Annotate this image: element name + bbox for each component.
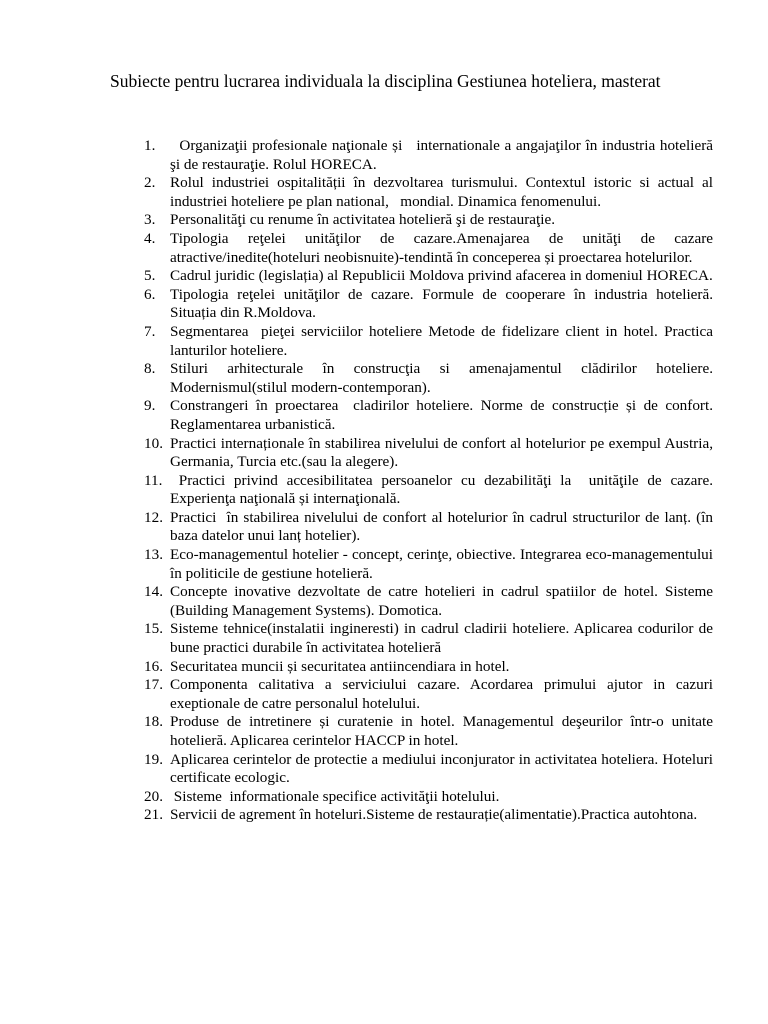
topic-number: 20. bbox=[144, 787, 163, 805]
topic-item bbox=[144, 360, 717, 397]
topic-text: Tipologia reţelei unităţilor de cazare.Amenajarea de unităţi de cazare atractive/inedite(hoteluri neobisnuite)-tendintă în conceperea și proectarea hotelurilor. bbox=[170, 229, 717, 266]
topic-item bbox=[144, 676, 717, 713]
topic-number: 21. bbox=[144, 806, 163, 824]
topic-text: Rolul industriei ospitalității în dezvoltarea turismului. Contextul istoric si actual al industriei hoteliere pe plan national, mondial. Dinamica fenomenului. bbox=[170, 174, 717, 210]
topic-number: 14. bbox=[144, 583, 163, 601]
topic-number: 4. bbox=[144, 229, 156, 247]
topic-number: 5. bbox=[144, 267, 156, 285]
topic-item bbox=[144, 434, 717, 472]
topic-text: Produse de intretinere și curatenie in hotel. Managementul deşeurilor într-o unitate hotelieră. Aplicarea cerintelor HACCP in hotel. bbox=[170, 713, 717, 749]
topic-item bbox=[144, 322, 717, 360]
topic-text: Concepte inovative dezvoltate de catre hotelieri in cadrul spatiilor de hotel. Sisteme (Building Management Systems). Domotica. bbox=[170, 583, 717, 619]
topic-item bbox=[144, 713, 717, 750]
topic-text: Segmentarea pieţei serviciilor hoteliere Metode de fidelizare client in hotel. Practica lanturilor hoteliere. bbox=[170, 322, 717, 359]
topic-list bbox=[0, 137, 768, 825]
topic-text: Stiluri arhitecturale în construcţia si amenajamentul clădirilor hoteliere. Modernismul(stilul modern-contemporan). bbox=[170, 360, 717, 396]
topic-text: Eco-managementul hotelier - concept, cerinţe, obiective. Integrarea eco-managementului în politicile de gestiune hotelieră. bbox=[170, 546, 717, 582]
topic-item bbox=[144, 546, 717, 583]
topic-item bbox=[144, 397, 717, 434]
topic-number: 2. bbox=[144, 174, 156, 192]
topic-text: Practici internaționale în stabilirea nivelului de confort al hotelurior pe exempul Austria, Germania, Turcia etc.(sau la alegere). bbox=[170, 434, 717, 471]
topic-number: 6. bbox=[144, 285, 156, 303]
topic-text: Securitatea muncii și securitatea antiincendiara in hotel. bbox=[170, 657, 510, 675]
topic-number: 9. bbox=[144, 397, 156, 415]
topic-number: 7. bbox=[144, 322, 156, 340]
topic-number: 1. bbox=[144, 137, 156, 154]
topic-item bbox=[144, 787, 713, 807]
topic-number: 13. bbox=[144, 546, 163, 564]
topic-number: 3. bbox=[144, 211, 156, 229]
topic-text: Sisteme tehnice(instalatii ingineresti) in cadrul cladirii hoteliere. Aplicarea codurilor de bune practici durabile în activitatea hotelieră bbox=[170, 620, 717, 657]
topic-number: 15. bbox=[144, 620, 163, 638]
topic-item bbox=[144, 174, 717, 211]
topic-item bbox=[144, 583, 717, 620]
topic-text: Practici privind accesibilitatea persoanelor cu dezabilităţi la unităţile de cazare. Experienţa naţională și internaţională. bbox=[170, 471, 717, 508]
topic-text: Organizaţii profesionale naţionale și internationale a angajaţilor în industria hotelieră şi de restauraţie. Rolul HORECA. bbox=[170, 137, 717, 173]
topic-item bbox=[144, 211, 713, 230]
topic-item bbox=[144, 806, 713, 825]
topic-item bbox=[144, 229, 717, 267]
topic-text: Tipologia reţelei unităţilor de cazare. Formule de cooperare în industria hotelieră. Situația din R.Moldova. bbox=[170, 285, 717, 322]
topic-item bbox=[144, 750, 717, 788]
topic-item bbox=[144, 285, 717, 323]
topic-item bbox=[144, 471, 717, 509]
topic-text: Practici în stabilirea nivelului de confort al hotelurior în cadrul structurilor de lanț. (în baza datelor unui lanț hotelier). bbox=[170, 508, 717, 545]
topic-item bbox=[144, 137, 717, 174]
topic-text: Servicii de agrement în hoteluri.Sisteme de restaurație(alimentatie).Practica autohtona. bbox=[170, 806, 698, 824]
topic-number: 17. bbox=[144, 676, 163, 694]
topic-number: 12. bbox=[144, 508, 163, 526]
topic-text: Sisteme informationale specifice activităţii hotelului. bbox=[170, 787, 500, 805]
document-title: Subiecte pentru lucrarea individuala la disciplina Gestiunea hoteliera, masterat bbox=[110, 71, 661, 91]
topic-number: 16. bbox=[144, 657, 163, 675]
topic-number: 11. bbox=[144, 471, 163, 489]
topic-item bbox=[144, 508, 717, 546]
topic-text: Personalităţi cu renume în activitatea hotelieră şi de restauraţie. bbox=[170, 211, 556, 229]
topic-text: Cadrul juridic (legislația) al Republicii Moldova privind afacerea in domeniul HORECA. bbox=[170, 267, 713, 285]
topic-number: 8. bbox=[144, 360, 156, 378]
topic-number: 18. bbox=[144, 713, 163, 731]
topic-item bbox=[144, 267, 713, 286]
topic-number: 10. bbox=[144, 434, 163, 452]
topic-text: Componenta calitativa a serviciului cazare. Acordarea primului ajutor in cazuri exeptionale de catre personalul hotelului. bbox=[170, 676, 717, 712]
topic-text: Aplicarea cerintelor de protectie a mediului inconjurator in activitatea hoteliera. Hoteluri certificate ecologic. bbox=[170, 750, 717, 787]
topic-text: Constrangeri în proectarea cladirilor hoteliere. Norme de construcție și de confort. Reglamentarea urbanistică. bbox=[170, 397, 717, 433]
topic-number: 19. bbox=[144, 750, 163, 768]
topic-item bbox=[144, 657, 713, 677]
topic-item bbox=[144, 620, 717, 657]
